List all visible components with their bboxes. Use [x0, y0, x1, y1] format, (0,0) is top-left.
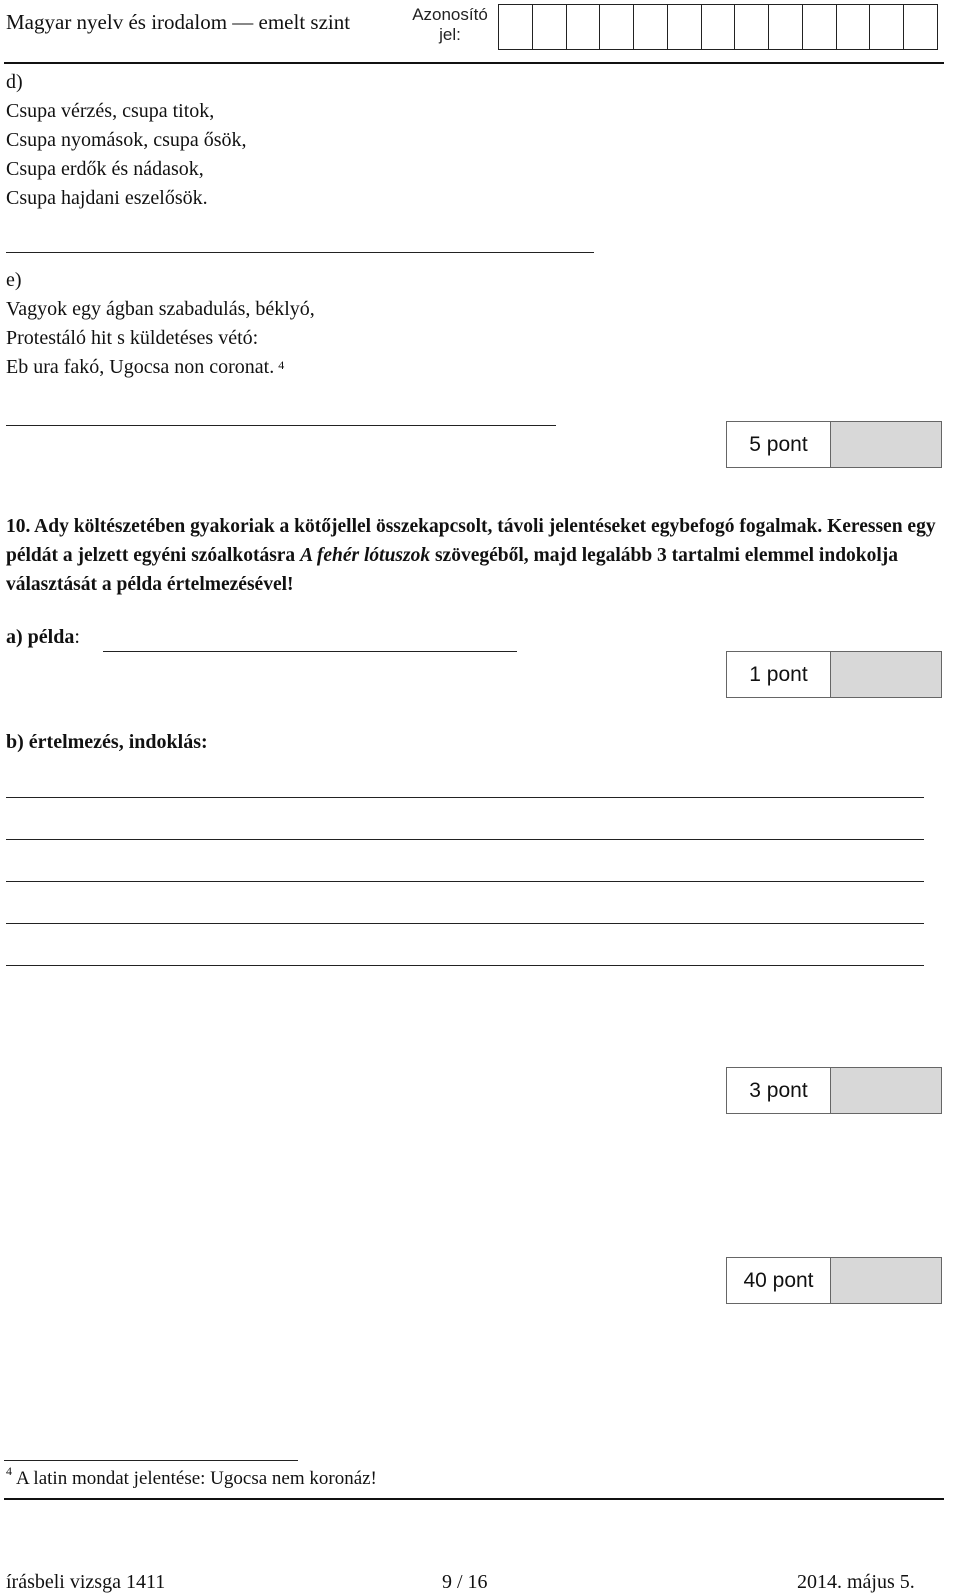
id-digit-box[interactable] — [600, 5, 634, 49]
id-digit-box[interactable] — [870, 5, 904, 49]
footer-rule — [4, 1498, 944, 1500]
score-entry-field[interactable] — [831, 422, 941, 467]
poem-e-line — [6, 353, 315, 382]
footnote — [6, 1464, 377, 1490]
score-label: 40 pont — [727, 1258, 831, 1303]
task-10-prompt — [6, 512, 942, 599]
score-label: 5 pont — [727, 422, 831, 467]
answer-line-e[interactable] — [6, 425, 556, 426]
poem-e — [6, 266, 315, 382]
score-entry-field[interactable] — [831, 652, 941, 697]
score-entry-field[interactable] — [831, 1258, 941, 1303]
id-label-line2: jel: — [439, 25, 461, 44]
id-digit-box[interactable] — [735, 5, 769, 49]
footer-page-number: 9 / 16 — [442, 1571, 488, 1593]
poem-e-label: e) — [6, 269, 22, 291]
poem-d-label: d) — [6, 71, 23, 93]
poem-e-line: Vagyok egy ágban szabadulás, béklyó, — [6, 298, 315, 320]
id-label — [408, 5, 492, 45]
score-box-40 — [726, 1257, 942, 1304]
footnote-mark: 4 — [6, 1464, 12, 1478]
poem-d-line: Csupa hajdani eszelősök. — [6, 187, 208, 209]
id-digit-box[interactable] — [769, 5, 803, 49]
task-poem-title: A fehér lótuszok — [300, 545, 431, 566]
page-header-title: Magyar nyelv és irodalom — emelt szint — [6, 10, 351, 34]
poem-d-line: Csupa erdők és nádasok, — [6, 158, 204, 180]
id-digit-box[interactable] — [803, 5, 837, 49]
id-digit-box[interactable] — [904, 5, 937, 49]
answer-b-line[interactable] — [6, 923, 924, 924]
answer-a-label — [6, 626, 80, 649]
answer-a-label-text: a) példa — [6, 626, 75, 648]
score-label: 1 pont — [727, 652, 831, 697]
id-digit-box[interactable] — [533, 5, 567, 49]
answer-b-line[interactable] — [6, 965, 924, 966]
footer-date: 2014. május 5. — [797, 1571, 915, 1593]
id-digit-box[interactable] — [499, 5, 533, 49]
score-box-1 — [726, 651, 942, 698]
answer-line-d[interactable] — [6, 252, 594, 253]
footnote-separator — [4, 1460, 298, 1461]
poem-d-line: Csupa vérzés, csupa titok, — [6, 100, 215, 122]
footer-exam-label: írásbeli vizsga 1411 — [6, 1571, 166, 1593]
score-box-3 — [726, 1067, 942, 1114]
id-label-line1: Azonosító — [412, 5, 488, 24]
id-digit-box[interactable] — [837, 5, 871, 49]
poem-e-line: Protestáló hit s küldetéses vétó: — [6, 327, 259, 349]
answer-a-colon: : — [74, 626, 80, 648]
poem-d-line: Csupa nyomások, csupa ősök, — [6, 129, 247, 151]
answer-b-label: b) értelmezés, indoklás: — [6, 731, 208, 753]
score-box-5 — [726, 421, 942, 468]
answer-a-line[interactable] — [103, 651, 517, 652]
score-label: 3 pont — [727, 1068, 831, 1113]
id-digit-box[interactable] — [702, 5, 736, 49]
answer-b-line[interactable] — [6, 797, 924, 798]
footnote-reference: 4 — [278, 358, 285, 372]
header-rule — [4, 62, 944, 64]
score-entry-field[interactable] — [831, 1068, 941, 1113]
id-digit-box[interactable] — [634, 5, 668, 49]
poem-e-line-text: Eb ura fakó, Ugocsa non coronat. — [6, 356, 275, 378]
answer-b-line[interactable] — [6, 839, 924, 840]
answer-b-line[interactable] — [6, 881, 924, 882]
task-text-part2: szövegéből, majd legalább 3 tartalmi elemmel indokolja választását a példa értelmezésével! — [6, 545, 899, 595]
id-digit-box[interactable] — [567, 5, 601, 49]
task-text-part1: 10. Ady költészetében gyakoriak a kötőjellel összekapcsolt, távoli jelentéseket egybefogó fogalmak. Keressen egy példát a jelzett egyéni szóalkotásra — [6, 516, 936, 566]
id-input-boxes[interactable] — [498, 4, 938, 50]
id-digit-box[interactable] — [668, 5, 702, 49]
poem-d — [6, 68, 247, 213]
footnote-text: A latin mondat jelentése: Ugocsa nem koronáz! — [16, 1468, 377, 1489]
